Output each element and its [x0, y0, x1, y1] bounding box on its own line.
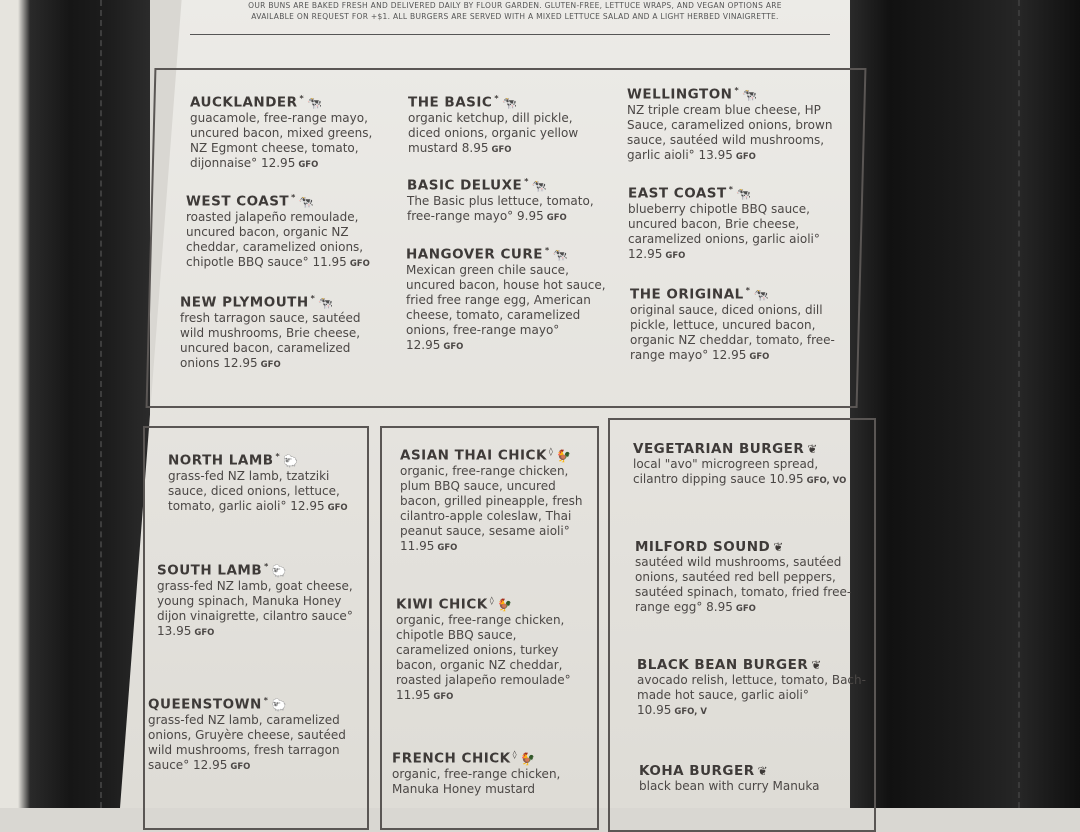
item-description: avocado relish, lettuce, tomato, Bach-made hot sauce, garlic aioli° 10.95: [637, 673, 866, 717]
item-name: THE ORIGINAL: [630, 286, 744, 303]
item-name: MILFORD SOUND: [635, 539, 771, 555]
menu-item-basic-deluxe: BASIC DELUXE * 🐄 The Basic plus lettuce, tomato, free-range mayo° 9.95 GFO: [407, 177, 594, 223]
cow-icon: 🐄: [742, 87, 758, 102]
menu-item-french-chick: FRENCH CHICK ◊ 🐓 organic, free-range chicken, Manuka Honey mustard: [392, 750, 561, 796]
sheep-icon: 🐑: [271, 563, 288, 578]
item-description: sautéed wild mushrooms, sautéed onions, sautéed red bell peppers, sautéed spinach, tomato, fried free-range egg° 8.95: [635, 555, 852, 614]
menu-item-black-bean-burger: [637, 657, 867, 720]
menu-item-south-lamb: SOUTH LAMB * 🐑 grass-fed NZ lamb, goat cheese, young spinach, Manuka Honey dijon vinaigrette, cilantro sauce° 13.95 GFO: [157, 562, 353, 638]
item-name: VEGETARIAN BURGER: [633, 441, 805, 457]
item-name: THE BASIC: [408, 94, 493, 111]
item-tag: GFO: [349, 258, 370, 269]
item-tag: GFO: [546, 212, 567, 223]
item-name: EAST COAST: [628, 185, 727, 202]
menu-item-milford-sound: [635, 539, 865, 617]
item-description: Mexican green chile sauce, uncured bacon, house hot sauce, fried free range egg, American cheese, tomato, caramelized onions, free-range mayo° 12.95: [406, 262, 606, 352]
item-description: local "avo" microgreen spread, cilantro dipping sauce 10.95: [633, 457, 819, 486]
item-description: grass-fed NZ lamb, goat cheese, young spinach, Manuka Honey dijon vinaigrette, cilantro sauce° 13.95: [157, 578, 353, 638]
menu-item-queenstown: QUEENSTOWN * 🐑 grass-fed NZ lamb, caramelized onions, Gruyère cheese, sautéed wild mushrooms, fresh tarragon sauce° 12.95 GFO: [148, 696, 346, 772]
binder-stitching-right: [1018, 0, 1020, 808]
intro-line-1: OUR BUNS ARE BAKED FRESH AND DELIVERED DAILY BY FLOUR GARDEN. GLUTEN-FREE, LETTUCE WRAPS, AND VEGAN OPTIONS ARE: [248, 1, 782, 10]
item-tag: GFO: [194, 627, 215, 638]
menu-item-the-original: THE ORIGINAL * 🐄 original sauce, diced onions, dill pickle, lettuce, uncured bacon, organic NZ cheddar, tomato, free-range mayo° 12.95 GFO: [630, 286, 835, 362]
item-tag: GFO: [665, 250, 686, 261]
sheep-icon: 🐑: [283, 453, 299, 468]
cow-icon: 🐄: [552, 247, 569, 262]
item-tag: GFO, VO: [806, 476, 847, 486]
sheep-icon: 🐑: [271, 697, 287, 712]
menu-item-west-coast: WEST COAST * 🐄 roasted jalapeño remoulade, uncured bacon, organic NZ cheddar, caramelized onions, chipotle BBQ sauce° 11.95 GFO: [186, 193, 370, 269]
item-name: BLACK BEAN BURGER: [637, 657, 809, 673]
item-description: grass-fed NZ lamb, tzatziki sauce, diced onions, lettuce, tomato, garlic aioli° 12.95: [168, 468, 340, 513]
intro-divider: [190, 34, 830, 35]
item-tag: GFO: [735, 151, 756, 162]
cow-icon: 🐄: [502, 95, 518, 110]
item-name: WELLINGTON: [627, 86, 733, 103]
item-description: organic, free-range chicken, Manuka Honey mustard: [392, 766, 561, 796]
item-name: KOHA BURGER: [639, 763, 755, 779]
item-tag: GFO: [491, 144, 512, 155]
item-tag: GFO: [735, 604, 756, 614]
menu-binder-left: [0, 0, 150, 808]
fern-icon: ❦: [811, 658, 822, 672]
menu-item-hangover-cure: HANGOVER CURE * 🐄 Mexican green chile sauce, uncured bacon, house hot sauce, fried free range egg, American cheese, tomato, caramelized onions, free-range mayo° 12.95 GFO: [406, 246, 606, 352]
menu-binder-right: [850, 0, 1080, 808]
chicken-icon: 🐓: [556, 448, 572, 463]
item-name: ASIAN THAI CHICK: [400, 447, 547, 464]
item-name: HANGOVER CURE: [406, 246, 543, 263]
item-name: NORTH LAMB: [168, 452, 274, 469]
cow-icon: 🐄: [531, 178, 548, 193]
menu-item-the-basic: THE BASIC * 🐄 organic ketchup, dill pickle, diced onions, organic yellow mustard 8.95 GFO: [408, 94, 579, 155]
item-tag: GFO: [298, 159, 319, 170]
menu-item-aucklander: AUCKLANDER * 🐄 guacamole, free-range mayo, uncured bacon, mixed greens, NZ Egmont cheese, tomato, dijonnaise° 12.95 GFO: [190, 94, 373, 170]
item-description: grass-fed NZ lamb, caramelized onions, Gruyère cheese, sautéed wild mushrooms, fresh tarragon sauce° 12.95: [148, 712, 346, 772]
item-tag: GFO: [443, 341, 464, 352]
menu-item-new-plymouth: NEW PLYMOUTH * 🐄 fresh tarragon sauce, sautéed wild mushrooms, Brie cheese, uncured bacon, caramelized onions 12.95 GFO: [180, 294, 361, 370]
item-name: KIWI CHICK: [396, 596, 488, 613]
item-tag: GFO: [433, 691, 454, 702]
chicken-icon: 🐓: [497, 597, 513, 612]
cow-icon: 🐄: [753, 287, 769, 302]
item-description: The Basic plus lettuce, tomato, free-range mayo° 9.95: [407, 193, 594, 223]
item-description: guacamole, free-range mayo, uncured bacon, mixed greens, NZ Egmont cheese, tomato, dijonnaise° 12.95: [190, 110, 373, 170]
item-name: NEW PLYMOUTH: [180, 294, 309, 311]
fern-icon: ❦: [807, 442, 818, 456]
item-tag: GFO: [749, 351, 770, 362]
menu-item-north-lamb: NORTH LAMB * 🐑 grass-fed NZ lamb, tzatziki sauce, diced onions, lettuce, tomato, garlic aioli° 12.95 GFO: [168, 452, 348, 513]
intro-line-2: AVAILABLE ON REQUEST FOR +$1. ALL BURGERS ARE SERVED WITH A MIXED LETTUCE SALAD AND A LIGHT HERBED VINAIGRETTE.: [251, 12, 779, 21]
item-tag: GFO: [327, 502, 348, 513]
chicken-icon: 🐓: [520, 751, 536, 766]
item-description: organic, free-range chicken, chipotle BBQ sauce, caramelized onions, turkey bacon, organic NZ cheddar, roasted jalapeño remoulade° 11.95: [396, 612, 571, 702]
item-description: original sauce, diced onions, dill pickle, lettuce, uncured bacon, organic NZ cheddar, tomato, free-range mayo° 12.95: [630, 302, 835, 362]
binder-stitching-left: [100, 0, 102, 808]
item-name: WEST COAST: [186, 193, 290, 210]
item-tag: GFO: [260, 359, 281, 370]
menu-item-east-coast: EAST COAST * 🐄 blueberry chipotle BBQ sauce, uncured bacon, Brie cheese, caramelized onions, garlic aioli° 12.95 GFO: [628, 185, 820, 261]
item-tag: GFO: [437, 542, 458, 553]
item-name: SOUTH LAMB: [157, 562, 263, 579]
fern-icon: ❦: [757, 764, 769, 778]
item-description: black bean with curry Manuka: [639, 779, 820, 793]
item-name: BASIC DELUXE: [407, 177, 523, 194]
cow-icon: 🐄: [318, 295, 334, 310]
item-description: fresh tarragon sauce, sautéed wild mushrooms, Brie cheese, uncured bacon, caramelized onions 12.95: [180, 310, 361, 370]
cow-icon: 🐄: [736, 186, 752, 201]
item-name: QUEENSTOWN: [148, 696, 262, 713]
menu-item-wellington: WELLINGTON * 🐄 NZ triple cream blue cheese, HP Sauce, caramelized onions, brown sauce, sautéed wild mushrooms, garlic aioli° 13.95 GFO: [627, 86, 833, 162]
item-description: roasted jalapeño remoulade, uncured bacon, organic NZ cheddar, caramelized onions, chipotle BBQ sauce° 11.95: [186, 209, 364, 269]
item-description: NZ triple cream blue cheese, HP Sauce, caramelized onions, brown sauce, sautéed wild mushrooms, garlic aioli° 13.95: [627, 102, 833, 162]
item-name: AUCKLANDER: [190, 94, 298, 111]
cow-icon: 🐄: [307, 95, 323, 110]
item-description: blueberry chipotle BBQ sauce, uncured bacon, Brie cheese, caramelized onions, garlic aioli° 12.95: [628, 201, 820, 261]
menu-item-asian-thai-chick: ASIAN THAI CHICK ◊ 🐓 organic, free-range chicken, plum BBQ sauce, uncured bacon, grilled pineapple, fresh cilantro-apple coleslaw, Thai peanut sauce, sesame aioli° 11.95 GFO: [400, 447, 583, 553]
menu-item-kiwi-chick: KIWI CHICK ◊ 🐓 organic, free-range chicken, chipotle BBQ sauce, caramelized onions, turkey bacon, organic NZ cheddar, roasted jalapeño remoulade° 11.95 GFO: [396, 596, 571, 702]
fern-icon: ❦: [773, 540, 784, 554]
item-description: organic, free-range chicken, plum BBQ sauce, uncured bacon, grilled pineapple, fresh cilantro-apple coleslaw, Thai peanut sauce, sesame aioli° 11.95: [400, 463, 583, 553]
item-description: organic ketchup, dill pickle, diced onions, organic yellow mustard 8.95: [408, 110, 579, 155]
item-tag: GFO: [230, 761, 251, 772]
menu-intro: [200, 0, 830, 22]
item-tag: GFO, V: [674, 707, 707, 717]
menu-item-vegetarian-burger: [633, 441, 858, 489]
item-name: FRENCH CHICK: [392, 750, 511, 767]
menu-item-koha-burger: [639, 763, 864, 796]
cow-icon: 🐄: [298, 194, 315, 209]
